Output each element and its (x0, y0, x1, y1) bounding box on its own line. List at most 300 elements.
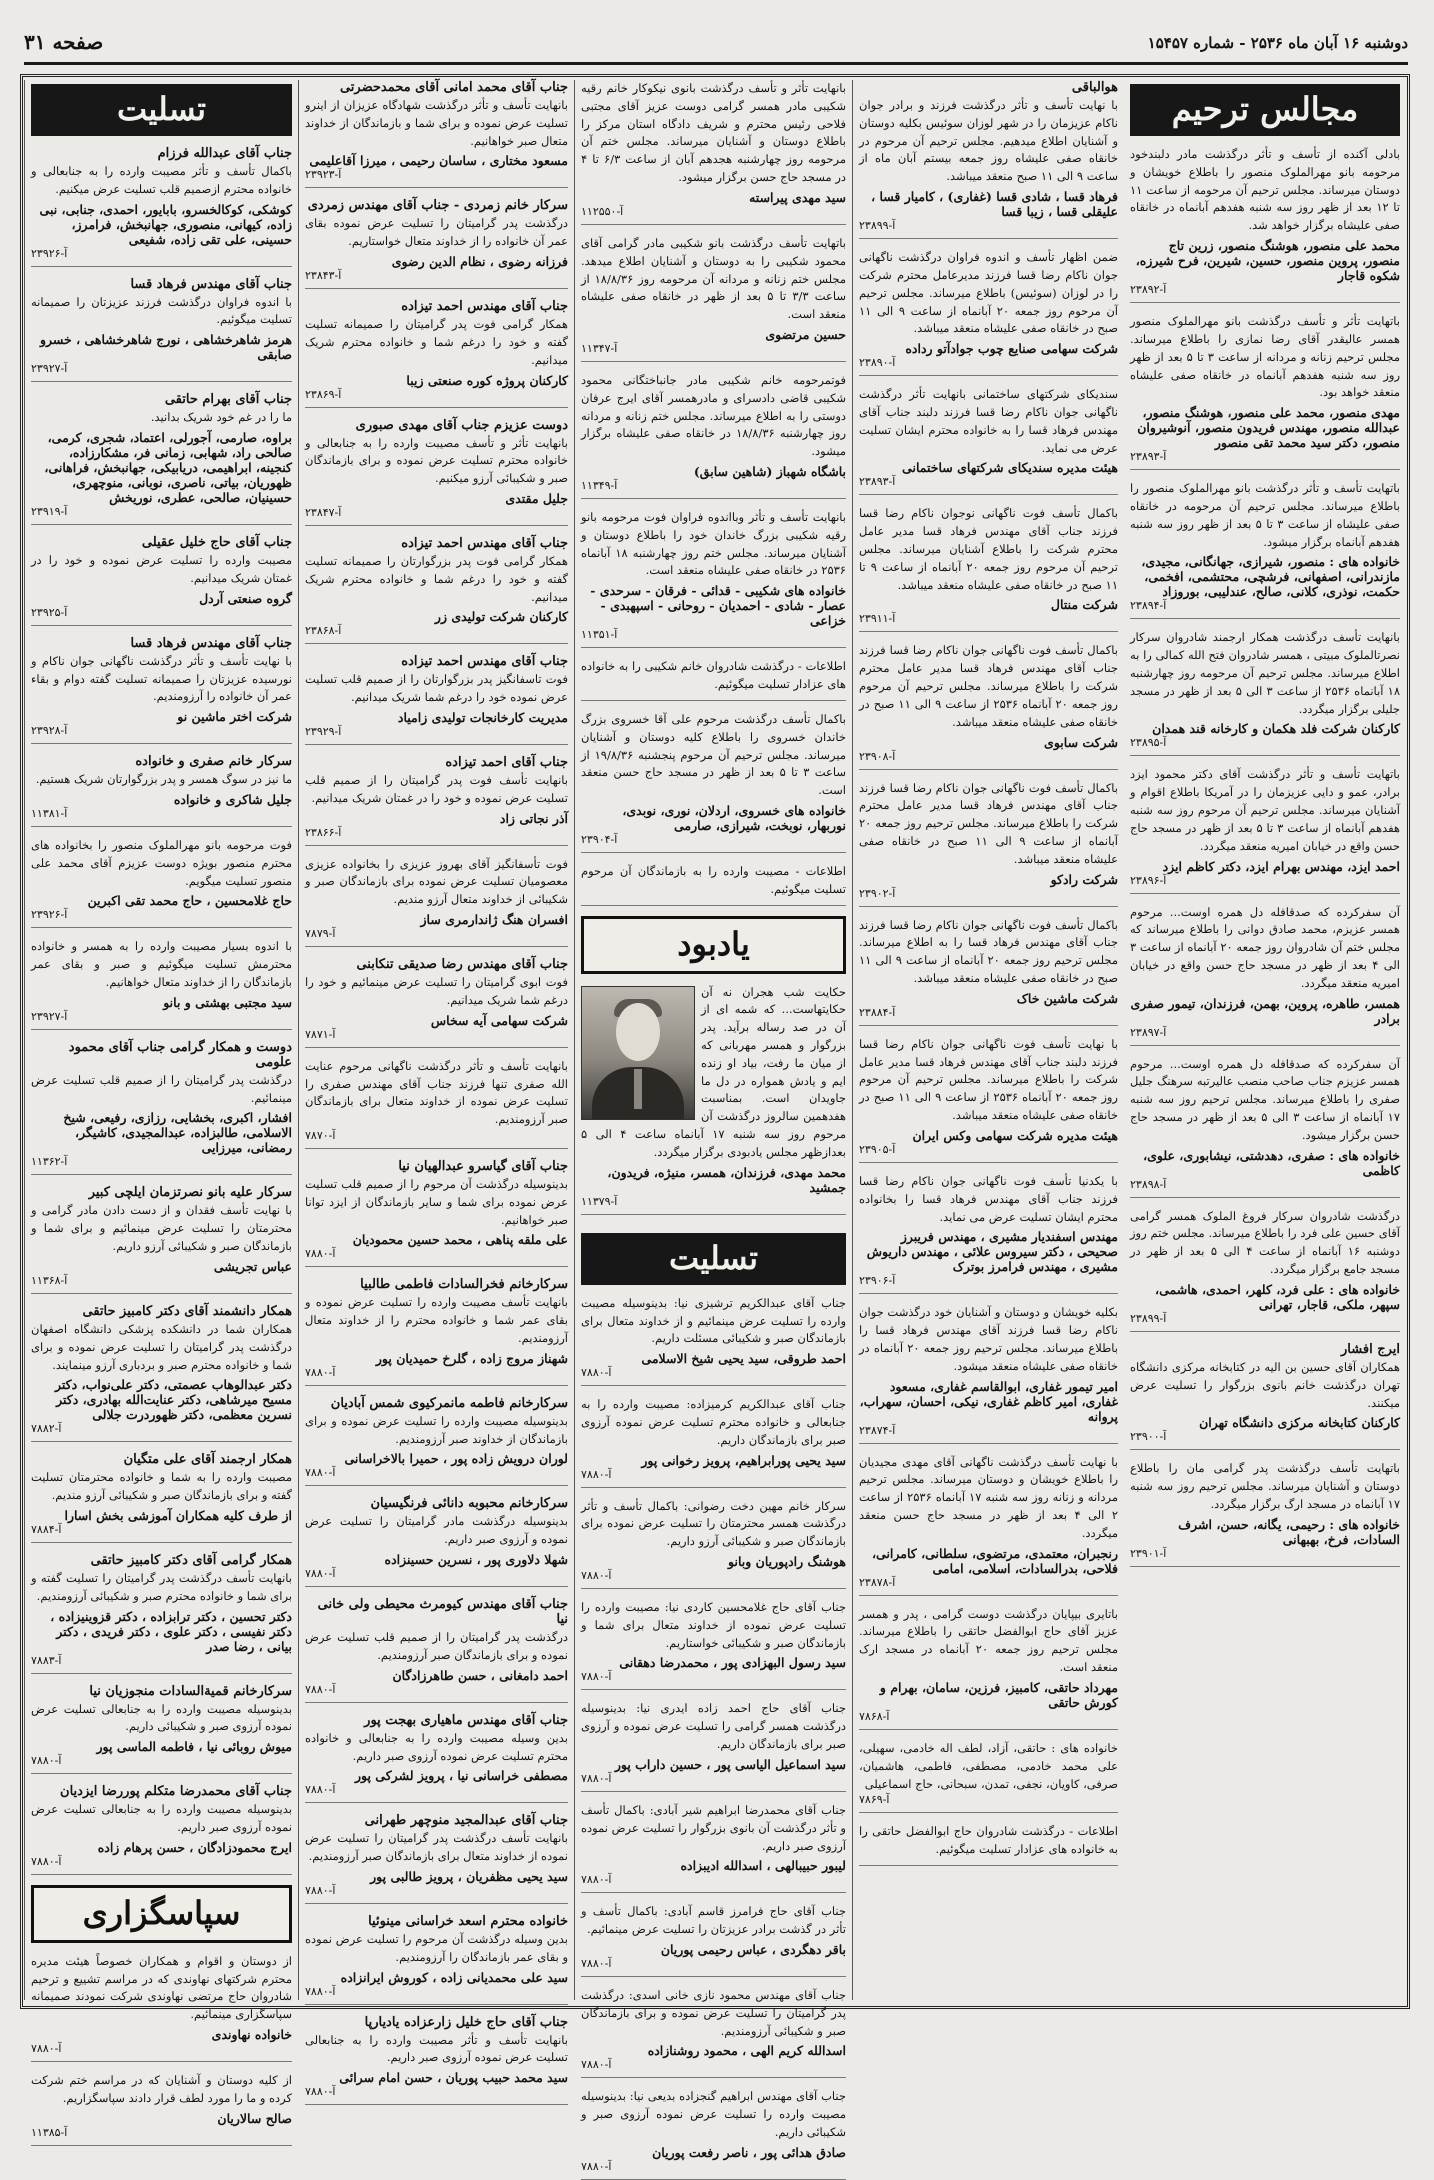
notice-title: دوست عزیزم جناب آقای مهدی صبوری (355, 417, 568, 433)
notice (305, 1496, 568, 1587)
notice (31, 1304, 292, 1442)
notice-title: جناب آقای محمدرضا متکلم پوررضا ایزدیان (60, 1784, 292, 1800)
notice (305, 755, 568, 846)
notice-title: سرکارخانم قمیةالسادات منجوزیان نیا (89, 1683, 292, 1699)
notice-signature: شرکت سهامی آیه سخاس (430, 1012, 568, 1028)
notice-body: همکار گرامی فوت پدر بزرگوارتان را صمیمانه تسلیت گفته و خود را درغم شما و خانواده محترم شریک میدانیم. (305, 553, 568, 604)
notice (31, 754, 292, 827)
notice-body: بدین وسیله مصیبت وارده را به جنابعالی و خانواده محترم تسلیت عرض نموده آرزوی صبر داریم. (305, 1730, 568, 1763)
notice-body: همکار گرامی فوت پدر گرامیتان را صمیمانه تسلیت گفته و خود را درغم شما و خانواده محترم شریک میدانیم. (305, 317, 568, 367)
notice-body: فوت مرحومه بانو مهرالملوک منصور را بخانواده های محترم منصور بویژه دوست عزیزم آقای محمد علی منصور تسلیت میگویم. (31, 837, 292, 888)
notice-code: آ-۲۳۹۰۰ (1130, 1430, 1167, 1444)
notice (1130, 766, 1400, 893)
notice-body: بانهایت تأسف و تأثر درگذشت ناگهانی مرحوم عنایت الله صفری تنها فرزند جناب آقای مهندس صفری را تسلیت عرض نموده از خداوند متعال برای بازماندگان صبر آرزومندیم. (305, 1058, 568, 1127)
notice-signature: صادق هدائی پور ، ناصر رفعت پوریان (652, 2144, 846, 2160)
notice-code: آ-۷۸۸۰ (581, 1467, 612, 1481)
notice (1130, 1056, 1400, 1198)
notice-signature: همسر، طاهره، پروین، بهمن، فرزندان، تیمور صفری برادر (1130, 995, 1400, 1026)
notice-signature: سید رسول البهزادی پور ، محمدرضا دهقانی (619, 1655, 846, 1671)
notice-code: آ-۷۸۸۰ (305, 1682, 336, 1696)
column-2 (852, 80, 1124, 2000)
notice-body: بانهایت تأسف درگذشت پدر گرامیتان را تسلیت عرض نموده از خداوند متعال برای بازماندگان صبر آرزومندیم. (305, 1831, 568, 1864)
notice-signature: کارکنان شرکت تولیدی زر (434, 609, 568, 625)
notice (581, 1396, 846, 1487)
notice-body: سندیکای شرکتهای ساختمانی بانهایت تأثر درگذشت ناگهانی جوان ناکام رضا قسا فرزند دلبند جناب آقای مهندس فرهاد قسا را به خانواده محترم ایشان تسلیت عرض می نماید. (859, 387, 1118, 455)
notice-code: آ-۷۸۸۰ (305, 2085, 336, 2099)
notice-signature: احمد طروقی، سید یحیی شیخ الاسلامی (641, 1351, 846, 1367)
notice-title: جناب آقای عبدالمجید منوچهر طهرانی (364, 1813, 568, 1829)
notice-code: آ-۷۸۸۰ (581, 1771, 612, 1785)
notice (31, 1953, 292, 2062)
notice-code: آ-۲۳۸۶۹ (305, 387, 342, 401)
portrait-tie (634, 1069, 642, 1109)
notice-signature: باقر دهگردی ، عباس رحیمی پوریان (660, 1941, 846, 1957)
notice-title: خانواده محترم اسعد خراسانی مینوئیا (368, 1913, 568, 1929)
notice (305, 1277, 568, 1385)
notice (581, 1599, 846, 1690)
notice-code: آ-۲۳۸۹۳ (859, 475, 896, 489)
notice-code: آ-۲۳۸۹۷ (1130, 1025, 1167, 1039)
notice-body: باکمال تأسف فوت ناگهانی نوجوان ناکام رضا قسا فرزند جناب آقای مهندس فرهاد قسا مدیر عامل محترم شرکت را باطلاع آشنایان میرساند. مجلس ترحیم آن مرحوم روز جمعه ۲۰ آبانماه از ساعت ۹ تا ۱۱ صبح در خانقاه صفی علیشاه منعقد میباشد. (859, 506, 1118, 592)
notice (859, 1036, 1118, 1163)
notice (581, 1700, 846, 1791)
notice-title: جناب آقای مهندس فرهاد قسا (130, 276, 292, 292)
notice-body: با یکدنیا تأسف فوت ناگهانی جوان ناکام رضا قسا فرزند جناب آقای مهندس فرهاد قسا را بخانواده محترم ایشان تسلیت عرض می نماید. (859, 1173, 1118, 1224)
notice-title: دوست و همکار گرامی جناب آقای محمود علومی (68, 1039, 292, 1070)
notice-signature: براوه، صارمی، آجورلی، اعتماد، شجری، کرمی، صالحی راد، شهابی، زمانی فر، مشکارزاده، کنجینه، ابراهیمی، دریابیکی، جهانبخش، فراهانی، ظهوریان، بیاتی، ناصری، نوبانی، منوچهری، حسینیان، صالحی، عطری، نوریخش (44, 430, 292, 506)
notice-signature: احمد دامغانی ، حسن طاهرزادگان (392, 1667, 568, 1683)
notice-body: بانهایت تأسف و تأثر درگذشت شهادگاه عزیزان از اینرو تسلیت عرض نموده و برای شما و بازماندگان از خداوند متعال صبر خواهانیم. (305, 98, 568, 148)
notice-body: باتهایت تأثر و تأسف درگذشت بانو مهرالملوک منصور همسر عالیقدر آقای رضا نمازی را باطلاع میرساند. مجلس ترحیم زنانه و مردانه از ساعت ۳ تا ۵ بعد از ظهر روز سه شنبه هفدهم آبانماه در خانقاه صفی علیشاه منعقد خواهد بود. (1130, 314, 1401, 400)
notice-body: بدینوسیله مصیبت وارده را به جنابعالی تسلیت عرض نموده آرزوی صبر داریم. (31, 1802, 292, 1834)
notice-title: جناب آقای محمد امانی آقای محمدحضرتی (339, 80, 568, 95)
notice-code: آ-۷۸۷۹ (305, 927, 336, 941)
notice-signature: شرکت سابوی (1044, 734, 1118, 750)
notice-title: جناب آقای مهندس کیومرث محیطی ولی خانی نیا (317, 1597, 568, 1628)
notice-code: آ-۲۳۹۱۱ (859, 612, 896, 626)
notice-signature: سید یحیی پورابراهیم، پرویز رخوانی پور (641, 1452, 846, 1468)
notice-body: اطلاعات - مصیبت وارده را به بازماندگان آن مرحوم تسلیت میگوئیم. (581, 863, 846, 896)
notice-title: جناب آقای مهندس احمد تیزاده (401, 535, 568, 551)
notice-code: آ-۲۳۸۹۵ (1130, 736, 1167, 750)
notice-body: جناب آقای مهندس ابراهیم گنجزاده بدیعی نیا: بدینوسیله مصیبت وارده را تسلیت عرض نموده آرزوی صبر و شکیبائی داریم. (581, 2089, 846, 2139)
notice-code: آ-۲۳۹۱۹ (31, 505, 68, 519)
notice-body: آن سفرکرده که صدقافله دل همره اوست... مرحوم همسر عزیزم جناب صاحب منصب عالیرتبه سرهنگ جلیل صفری را باطلاع میرساند. مجلس ترحیم روز سه شنبه ۱۷ آبانماه از ساعت ۳ الی ۵ بعد از ظهر در مسجد حاج حسن برگزار میشود. (1130, 1056, 1400, 1142)
notice-body: بدین وسیله درگذشت آن مرحوم را تسلیت عرض نموده و بقای عمر بازماندگان را آرزومندیم. (305, 1931, 568, 1964)
notice (581, 372, 846, 499)
notice (581, 509, 846, 648)
notice (859, 386, 1118, 495)
notice-code: آ-۲۳۹۲۶ (31, 246, 68, 260)
notice-signature: خانواده های : علی فرد، کلهر، احمدی، هاشمی، سپهر، ملکی، قاجار، تهرانی (1155, 1281, 1400, 1312)
notice-body: بدینوسیله مصیبت وارده را به جنابعالی تسلیت عرض نموده آرزوی صبر و شکیبائی داریم. (31, 1701, 292, 1734)
notice-code: آ-۱۱۳۶۲ (31, 1155, 68, 1169)
banner-taslit-2: تسلیت (581, 1233, 846, 1285)
notice-body: بکلیه خویشان و دوستان و آشنایان خود درگذشت جوان ناکام رضا قسا فرزند آقای مهندس فرهاد قسا را باطلاع میرساند. مجلس ترحیم روز جمعه ۲۰ آبانماه در خانقاه صفی علیشاه منعقد میشود. (859, 1305, 1119, 1373)
notice-body: خانواده های : حاتقی، آزاد، لطف اله خادمی، سهیلی، علی محمد خادمی، مصطفی، فاطمی، هاشمیان، صرفی، کاویان، نجفی، تمدن، سبحانی، حاج اسماعیلی (859, 1740, 1118, 1791)
notice-body: جناب آقای حاج احمد زاده ایدری نیا: بدینوسیله درگذشت همسر گرامی را تسلیت عرض نموده و آرزوی صبر برای بازماندگان داریم. (581, 1701, 846, 1752)
notice (1130, 904, 1400, 1046)
notice-code: آ-۲۳۹۰۱ (1130, 1546, 1167, 1560)
notice (31, 2072, 292, 2146)
notice-body: سرکار خانم مهین دخت رضوانی: باکمال تأسف و تأثر درگذشت همسر محترمتان را تسلیت عرض نموده برای بازماندگان صبر و شکیبائی آرزو داریم. (581, 1498, 846, 1549)
notice-body: اطلاعات - درگذشت شادروان حاج ابوالفضل حاتقی را به خانواده های عزادار تسلیت میگوئیم. (859, 1824, 1118, 1857)
portrait-photo (581, 986, 695, 1120)
notice (859, 1823, 1118, 1866)
notice-title: سرکار علیه بانو نصرتزمان ایلچی کبیر (88, 1185, 292, 1201)
notice-body: بانهایت تأسف درگذشت پدر گرامیتان را تسلیت گفته و برای شما و خانواده محترم صبر و شکیبائی آرزومندیم. (31, 1570, 292, 1603)
notice-code: آ-۲۳۹۲۷ (31, 1009, 68, 1023)
notice-body: بادلی آکنده از تأسف و تأثر درگذشت مادر دلبندخود مرحومه بانو مهرالملوک منصور را باطلاع خویشان و دوستان میرساند. مجلس ترحیم آن مرحومه از ساعت ۱۱ تا ۱۲ بعد از ظهر روز سه شنبه هفدهم آبانماه در خانقاه صفی علیشاه برگزار خواهد شد. (1130, 147, 1400, 233)
notice-code: آ-۲۳۹۰۶ (859, 1274, 896, 1288)
notice-title: سرکار خانم صفری و خانواده (135, 754, 292, 770)
notice-signature: افشار، اکبری، بخشایی، رزازی، رفیعی، شیخ الاسلامی، طالبزاده، عبدالمجیدی، کاشیگر، رمضانی، میرزایی (63, 1110, 292, 1156)
notice-code: آ-۷۸۸۰ (305, 1984, 336, 1998)
notice-code: آ-۷۸۸۰ (305, 1883, 336, 1897)
notice (581, 658, 846, 701)
notice (859, 1304, 1118, 1443)
notice-body: باکمال تأسف فوت ناگهانی جوان ناکام رضا قسا فرزند جناب آقای مهندس فرهاد قسا را به اطلاع میرساند. مجلس ترحیم روز جمعه ۲۰ آبانماه از ساعت ۹ الی ۱۱ صبح در خانقاه صفی علیشاه منعقد میباشد. (859, 917, 1118, 985)
notice-signature: آذر نجاتی زاد (499, 810, 568, 826)
notice-code: آ-۱۱۳۴۹ (581, 479, 618, 492)
notice-code: آ-۱۱۲۵۵۰ (581, 204, 624, 218)
notice-code: آ-۷۸۸۰ (581, 2058, 612, 2072)
notice-code: آ-۲۳۹۰۴ (581, 832, 618, 846)
notice (31, 837, 292, 928)
notice-title: سرکارخانم محبوبه دانائی فرنگیسیان (370, 1496, 568, 1512)
notice-body: اطلاعات - درگذشت شادروان خانم شکیبی را به خانواده های عزادار تسلیت میگوئیم. (581, 659, 846, 692)
notice-body: فوتمرحومه خانم شکیبی مادر جانباختگانی محمود شکیبی قاضی دادسرای و مادرهمسر آقای ایرج عرفان دوستی را به اطلاع میرساند. مجلس ختم زنانه و مردانه روز چهارشنبه ۱۸/۸/۳۶ در خانقاه صفی علیشاه برگزار میشود. (581, 372, 846, 459)
notice-signature: سید اسماعیل الیاسی پور ، حسین داراب پور (614, 1756, 846, 1772)
notice-code: آ-۲۳۸۹۲ (1130, 283, 1167, 297)
notice-signature: خانواده نهاوندی (211, 2027, 292, 2043)
notice-code: آ-۷۸۸۲ (31, 1422, 62, 1436)
notice-signature: خانواده های شکیبی - قدائی - فرقان - سرحدی - عصار - شادی - احمدیان - روحانی - اسپهبدی - خزاعی (590, 583, 846, 629)
notice (581, 1903, 846, 1977)
notice-title: جناب آقای مهندس رضا صدیقی تنکابنی (356, 957, 568, 973)
notice-code: آ-۷۸۸۳ (31, 1653, 62, 1667)
notice-signature: حسین مرتضوی (765, 326, 846, 342)
notice-body: باتهایت تأسف درگذشت پدر گرامی مان را باطلاع دوستان و آشنایان میرساند. مجلس ترحیم روز سه شنبه ۱۷ آبانماه در مسجد ارگ برگزار میگردد. (1130, 1461, 1400, 1511)
notice-code: آ-۷۸۸۰ (581, 2159, 612, 2173)
notice (31, 535, 292, 626)
notice (305, 1159, 568, 1267)
notice-body: از کلیه دوستان و آشنایان که در مراسم ختم شرکت کرده و ما را مورد لطف قرار دادند سپاسگزاریم. (31, 2073, 292, 2105)
notice-body: بانهایت تأسف و تأثر مصیبت وارده را به جنابعالی تسلیت عرض نموده آرزوی صبر داریم. (305, 2032, 568, 2065)
notice-signature: جلیل شاکری و خانواده (173, 791, 292, 807)
notice-body: باکمال تأسف درگذشت مرحوم علی آقا خسروی بزرگ خاندان خسروی را باطلاع کلیه دوستان و آشنایان میرساند. مجلس ترحیم آن مرحوم پنجشنبه ۱۹/۸/۳۶ از ساعت ۳ تا ۵ بعد از ظهر در مسجد حاج حسن منعقد است. (581, 711, 847, 798)
notice-code: آ-۷۸۸۰ (581, 1873, 612, 1887)
notice-body: با نهایت تأسف و تأثر درگذشت ناگهانی جوان ناکام و نورسیده عزیزتان را صمیمانه تسلیت گفته دوام و بقاء عمر آن خانواده را آرزومندیم. (31, 653, 292, 704)
notice (581, 1498, 846, 1589)
notice-signature: سید مهدی پیراسته (749, 189, 846, 205)
notice-body: بدینوسیله درگذشت مادر گرامیتان را تسلیت عرض نموده و آرزوی صبر داریم. (305, 1514, 568, 1547)
notice-code: آ-۷۸۸۰ (581, 1569, 612, 1582)
notice-signature: لوران درویش زاده پور ، حمیرا بالاخراسانی (344, 1451, 568, 1467)
notice (859, 1740, 1118, 1813)
page-number: صفحه ۳۱ (24, 30, 104, 54)
notice-body: همکاران شما در دانشکده پزشکی دانشگاه اصفهان درگذشت پدر گرامیتان را تسلیت عرض نموده و برای شما و خانواده محترم صبر و بردباری آرزو مینمایند. (31, 1321, 292, 1372)
notice-body: ضمن اظهار تأسف و اندوه فراوان درگذشت ناگهانی جوان ناکام رضا قسا فرزند مدیرعامل محترم شرکت را در لوزان (سوئیس) باطلاع میرساند. مجلس ترحیم آن مرحوم روز جمعه ۲۰ آبانماه از ساعت ۹ الی ۱۱ صبح در خانقاه صفی علیشاه منعقد میباشد. (859, 250, 1118, 336)
column-4 (298, 80, 574, 2099)
notice-signature: خانواده های : صفری، دهدشتی، نیشابوری، علوی، کاظمی (1143, 1147, 1400, 1178)
notice-code: آ-۲۳۸۹۹ (1130, 1311, 1167, 1325)
notice-title: جناب آقای مهندس فرهاد قسا (130, 635, 292, 651)
notice-code: آ-۷۸۷۱ (305, 1027, 336, 1041)
notice-signature: مصطفی خراسانی نیا ، پرویز لشرکی پور (354, 1768, 568, 1784)
notice-code: آ-۷۸۸۰ (305, 1783, 336, 1797)
notice-body: ما را در غم خود شریک بدانید. (150, 410, 292, 425)
notice-signature: حاج غلامحسین ، حاج محمد تقی اکبرین (87, 893, 292, 909)
notice-signature: اسدالله کریم الهی ، محمود روشنازاده (647, 2043, 846, 2059)
notice-code: آ-۲۳۹۲۹ (305, 725, 342, 738)
notice-signature: افسران هنگ ژاندارمری ساز (420, 912, 568, 928)
notice-title: سرکارخانم فاطمه مانمرکیوی شمس آبادیان (330, 1395, 568, 1411)
notice-signature: هیئت مدیره شرکت سهامی وکس ایران (912, 1127, 1118, 1143)
notice (1130, 480, 1400, 619)
notice-body: بانهایت تأسف و تأثر وبااندوه فراوان فوت مرحومه بانو رقیه شکیبی بزرگ خاندان خود را باطلاع دوستان و آشنایان میرساند. مجلس ختم روز چهارشنبه ۱۸ آبانماه ۲۵۳۶ در خانقاه صفی علیشاه منعقد است. (581, 510, 846, 578)
notice-title: سرکارخانم فخرالسادات فاطمی طالبیا (360, 1277, 568, 1293)
notice (31, 938, 292, 1029)
notice (859, 780, 1118, 907)
notice-signature: گروه صنعتی آردل (199, 590, 292, 606)
notice-code: آ-۱۱۳۵۱ (581, 628, 618, 642)
notice-signature: از طرف کلیه همکاران آموزشی بخش اسارا (64, 1507, 292, 1523)
notice-signature: کارکنان شرکت فلد هکمان و کارخانه قند همدان (1152, 721, 1400, 737)
notice-code: آ-۷۸۸۰ (305, 1567, 336, 1581)
notice-signature: باشگاه شهباز (شاهین سابق) (693, 464, 846, 479)
notice-code: آ-۷۸۸۰ (305, 1365, 336, 1379)
notice-signature: عباس تجریشی (213, 1258, 292, 1274)
notice (859, 917, 1118, 1026)
notice-code: آ-۷۸۸۰ (31, 1754, 62, 1768)
notice-code: آ-۲۳۸۶۸ (305, 624, 342, 638)
notice-title: همکار ارجمند آقای علی متگیان (123, 1452, 292, 1468)
notice-signature: شرکت اختر ماشین نو (177, 709, 292, 725)
notice-body: بانهایت تأثر و تأسف درگذشت بانوی نیکوکار خانم رقیه شکیبی مادر همسر گرامی دوست عزیز آقای مجتبی فلاحی رئیس محترم و شریف دادگاه استان مرکز را باطلاع دوستان و آشنایان میرساند. مجلس ختم آن مرحومه روز چهارشنبه هجدهم آبان از ساعت ۶/۳ تا ۴ در مسجد حاج حسن برگزار میشود. (581, 81, 847, 185)
notice-signature: مدیریت کارخانجات تولیدی زامیاد (397, 710, 568, 725)
notice (859, 1173, 1118, 1294)
notice (305, 1396, 568, 1487)
notice (31, 1684, 292, 1775)
notice-code: آ-۲۳۹۲۵ (31, 605, 68, 619)
notice-signature: هیئت مدیره سندیکای شرکتهای ساختمانی (902, 460, 1118, 476)
notice (1130, 313, 1400, 470)
notice (305, 1813, 568, 1904)
notice-code: آ-۲۳۸۹۴ (1130, 599, 1167, 613)
column-5 (24, 80, 298, 2139)
notice-code: آ-۷۸۸۰ (581, 1670, 612, 1684)
notice (31, 1185, 292, 1293)
notice (859, 80, 1118, 239)
notice-body: جناب آقای عبدالکریم ترشیزی نیا: بدینوسیله مصیبت وارده را تسلیت عرض مینمائیم و از خداوند متعال برای بازماندگان صبر و شکیبائی مسئلت داریم. (581, 1295, 846, 1346)
notice-signature: محمد مهدی، فرزندان، همسر، منیژه، فریدون، جمشید (607, 1164, 846, 1195)
notice (305, 2015, 568, 2106)
notice-signature: احمد ایزد، مهندس بهرام ایزد، دکتر کاظم ایزد (1162, 858, 1400, 874)
notice-code: آ-۱۱۳۸۱ (31, 806, 68, 820)
notice-signature: خانواده های خسروی، اردلان، نوری، نوبدی، نوربهار، نوبخت، شیرازی، صارمی (622, 802, 846, 833)
notice (859, 1454, 1118, 1596)
notice-body: با نهایت تأسف فقدان و از دست دادن مادر گرامی و محترمتان را تسلیت عرض مینمائیم و برای شما و بازماندگان صبر و شکیبائی آرزو داریم. (31, 1203, 292, 1254)
notice-signature: شهناز مروج زاده ، گلرخ حمیدیان پور (375, 1350, 568, 1366)
notice-body: ما نیز در سوگ همسر و پدر بزرگوارتان شریک هستیم. (35, 772, 292, 787)
notice-code: آ-۷۸۸۰ (305, 1466, 336, 1480)
notice-code: آ-۷۸۸۰ (581, 1956, 612, 1970)
notice-body: درگذشت شادروان سرکار فروغ الملوک همسر گرامی آقای حسین علی فرد را باطلاع میرساند. مجلس ختم روز دوشنبه ۱۶ آبانماه از ساعت ۴ الی ۵ بعد از ظهر در مسجد جامع برگزار میگردد. (1130, 1208, 1400, 1277)
notice (1130, 1342, 1400, 1450)
notice (305, 418, 568, 526)
notice-signature: فرزانه رضوی ، نظام الدین رضوی (391, 254, 568, 270)
notice-signature: سید یحیی مظفریان ، پرویز طالبی پور (370, 1868, 568, 1884)
notice-code: آ-۱۱۳۷۹ (581, 1194, 618, 1208)
notice-signature: کارکنان پروژه کوره صنعتی زیبا (406, 372, 568, 388)
notice-body: با اندوه بسیار مصیبت وارده را به همسر و خانواده محترمش تسلیت میگوئیم و صبر و بقای عمر بازماندگان را از خداوند متعال خواهانیم. (31, 939, 292, 989)
notice-body: بانهایت تأسف مصیبت وارده را تسلیت عرض نموده و بقای عمر شما و خانواده محترم را از خداوند متعال آرزومندیم. (305, 1295, 568, 1345)
notice-code: آ-۲۳۹۲۷ (31, 362, 68, 376)
notice-signature: فرهاد قسا ، شادی قسا (غفاری) ، کامیار قسا ، علیقلی قسا ، زیبا قسا (871, 189, 1118, 220)
notice-signature: ایرج محمودزادگان ، حسن پرهام زاده (97, 1839, 292, 1855)
notice (581, 1802, 846, 1893)
notice (305, 1058, 568, 1149)
notice-signature: کارکنان کتابخانه مرکزی دانشگاه تهران (1199, 1415, 1400, 1431)
page-header (24, 28, 1408, 65)
notice-title: جناب آقای مهندس ماهیاری بهجت پور (364, 1712, 568, 1728)
notice-signature: محمد علی منصور، هوشنگ منصور، زرین تاج منصور، پروین منصور، حسین، شیرین، فرح شیرزه، شکوه قاجار (1135, 238, 1400, 284)
notice (31, 392, 292, 525)
notice (859, 642, 1118, 769)
notice-code: آ-۷۸۸۰ (305, 1247, 336, 1261)
notice-code: آ-۷۸۸۰ (31, 2042, 62, 2056)
notice-body: جناب آقای حاج غلامحسین کاردی نیا: مصیبت وارده را تسلیت عرض نموده از خداوند متعال برای شما و بازماندگان صبر و شکیبائی خواستاریم. (581, 1600, 846, 1650)
notice-code: آ-۲۳۸۹۹ (859, 219, 896, 233)
banner-sepasgozari: سپاسگزاری (31, 1885, 292, 1943)
notice-code: آ-۷۸۶۹ (859, 1793, 890, 1807)
notice-signature: شرکت ماشین خاک (1016, 990, 1118, 1006)
notice-title: جناب آقای مهندس احمد تیزاده (401, 654, 568, 670)
notice (305, 1713, 568, 1804)
notice-body: درگذشت پدر گرامیتان را از صمیم قلب تسلیت عرض نموده و برای بازماندگان صبر آرزومندیم. (305, 1630, 568, 1662)
notice-signature: شرکت سهامی صنایع چوب جوادآتو رداده (905, 341, 1118, 357)
notice-code: آ-۲۳۹۰۵ (859, 1142, 896, 1156)
notice-code: آ-۲۳۸۸۴ (859, 1005, 896, 1019)
notice-signature: کوشکی، کوکالخسرو، بابایور، احمدی، جنابی، نبی زاده، کیهانی، منصوری، جهانبخش، فرامرز، حسینی، علی تقی زاده، شفیعی (39, 201, 292, 247)
notice-signature: سید محمد حبیب پوریان ، حسن امام سرائی (339, 2070, 568, 2086)
notice-signature: جلیل مقتدی (505, 490, 568, 506)
notice-signature: سید علی محمدیانی زاده ، کوروش ایرانزاده (340, 1969, 568, 1985)
notice (305, 198, 568, 289)
notice-body: جناب آقای عبدالکریم کرمیزاده: مصیبت وارده را به جنابعالی و خانواده محترم تسلیت عرض نموده آرزوی صبر برای بازماندگان داریم. (581, 1397, 846, 1447)
banner-majales: مجالس ترحیم (1130, 84, 1400, 136)
notice (1130, 1208, 1400, 1332)
notice-body: باکمال تأسف و تأثر مصیبت وارده را به جنابعالی و خانواده محترم ازصمیم قلب تسلیت عرض میکنیم. (31, 164, 292, 196)
notice-body: باکمال تأسف فوت ناگهانی جوان ناکام رضا قسا فرزند جناب آقای مهندس فرهاد قسا مدیر عامل محترم شرکت را باطلاع میرساند. مجلس ترحیم روز جمعه ۲۰ آبانماه از ساعت ۹ الی ۱۱ صبح در خانقاه صفی علیشاه منعقد میباشد. (859, 780, 1118, 866)
notice-body: با نهایت تأسف فوت ناگهانی جوان ناکام رضا قسا فرزند دلبند جناب آقای مهندس فرهاد قسا مدیر عامل شرکت را باطلاع میرساند. مجلس ترحیم آن مرحوم روز جمعه ۲۰ آبانماه ۲۵۳۶ از ساعت ۹ الی ۱۱ صبح در خانقاه صفی علیشاه منعقد میباشد. (859, 1036, 1118, 1123)
notice-code: آ-۲۳۸۴۳ (305, 269, 342, 283)
notice-title: جناب آقای مهندس احمد تیزاده (401, 299, 568, 315)
notice-signature: دکتر عبدالوهاب عصمتی، دکتر علی‌نواب، دکتر مسیح میرشاهی، دکتر عنایت‌الله بهادری، دکتر نسرین معظمی، دکتر ظهوردرت جلالی (55, 1377, 292, 1423)
notice (859, 505, 1118, 632)
notice-code: آ-۲۳۸۹۰ (859, 356, 896, 370)
notice-code: آ-۱۱۳۸۵ (31, 2125, 68, 2139)
notice-signature: صالح سالاریان (217, 2110, 292, 2126)
notice-code: آ-۷۸۸۰ (31, 1854, 62, 1868)
notice-body: بدینوسیله درگذشت آن مرحوم را از صمیم قلب تسلیت عرض نموده برای شما و سایر بازماندگان از ایزد توانا صبر خواهانیم. (305, 1176, 568, 1227)
notice (31, 636, 292, 744)
notice (31, 1452, 292, 1543)
column-1 (1124, 80, 1406, 2000)
notice-signature: شهلا دلاوری پور ، نسرین حسینزاده (384, 1552, 568, 1568)
notice (305, 1597, 568, 1703)
notice (305, 856, 568, 947)
notice (1130, 629, 1400, 756)
memorial-photo-box (581, 984, 846, 1225)
notice-code: آ-۷۸۸۴ (31, 1522, 62, 1536)
notice-code: آ-۲۳۸۷۸ (859, 1575, 896, 1589)
notice (581, 80, 846, 225)
notice-code: آ-۲۳۹۲۶ (31, 908, 68, 922)
notice-signature: مهدی منصور، محمد علی منصور، هوشنگ منصور، عبدالله منصور، مهندس فریدون منصور، آنوشیروان منصور، دکتر سید محمد تقی منصور (1137, 405, 1400, 451)
notice-body: بانهایت تأسف درگذشت همکار ارجمند شادروان سرکار نصرتالملوک مبیتی ، همسر شادروان فتح الله کمالی را به اطلاع میرساند. مجلس ترحیم آن مرحومه روز چهارشنبه ۱۸ آبانماه ۲۵۳۶ از ساعت ۳ الی ۵ بعد از ظهر در مسجد جلیلی برگزار میگردد. (1130, 630, 1400, 716)
notice (581, 863, 846, 906)
notice-body: فوت ابوی گرامیتان را تسلیت عرض مینمائیم و خود را درغم شما شریک میدانیم. (305, 975, 568, 1007)
notice (305, 536, 568, 644)
notice-body: جناب آقای حاج فرامرز قاسم آبادی: باکمال تأسف و تأثر در گذشت برادر عزیزتان را تسلیت عرض مینمائیم. (581, 1904, 846, 1937)
notice-body: همکاران آقای حسین بن الیه در کتابخانه مرکزی دانشگاه تهران درگذشت خانم بانوی بزرگوار را تسلیت عرض میکنند. (1130, 1359, 1400, 1410)
notice-signature: شرکت رادکو (1050, 871, 1118, 887)
notice (1130, 1460, 1400, 1566)
notice-signature: هرمز شاهرخشاهی ، نورج شاهرخشاهی ، خسرو صابقی (39, 332, 292, 363)
notice (305, 80, 568, 188)
notice-code: آ-۲۳۸۹۶ (1130, 873, 1167, 887)
notice (305, 957, 568, 1048)
notice (305, 654, 568, 745)
notice (859, 1606, 1118, 1730)
notice-title: جناب آقای احمد تیزاده (445, 755, 568, 770)
notice-body: باتهایت تأسف درگذشت بانو شکیبی مادر گرامی آقای محمود شکیبی را به دوستان و آشنایان اطلاع میدهد. مجلس ختم زنانه و مردانه آن مرحومه روز ۱۸/۸/۳۶ از ساعت ۳/۳ تا ۵ بعد از ظهر در خانقاه صفی علیشاه منعقد است. (581, 235, 847, 322)
date-line: دوشنبه ۱۶ آبان ماه ۲۵۳۶ - شماره ۱۵۴۵۷ (1147, 34, 1408, 52)
notice-body: با اندوه فراوان درگذشت فرزند عزیزتان را صمیمانه تسلیت میگوئیم. (31, 294, 292, 327)
notice-title: جناب آقای عبدالله فرزام (157, 146, 292, 161)
notice-signature: علی ملقه پناهی ، محمد حسین محمودیان (352, 1232, 568, 1248)
notice-title: جناب آقای بهرام حاتقی (164, 392, 292, 408)
notice-body: بانهایت تأسف فوت پدر گرامیتان را از صمیم قلب تسلیت عرض نموده و خود را در غمتان شریک میدانیم. (305, 773, 568, 805)
notice-body: آن سفرکرده که صدقافله دل همره اوست... مرحوم همسر عزیزم، محمد صادق دوانی را باطلاع میرساند که مجلس ختم آن شادروان روز جمعه ۲۰ آبانماه از ساعت ۳ الی ۴ بعد از ظهر در مسجد حاج حسن واقع در خیابان امیریه منعقد میگردد. (1130, 904, 1401, 990)
notice-signature: هوشنگ رادپوریان وبانو (728, 1554, 846, 1569)
notice-code: آ-۱۱۳۴۷ (581, 341, 618, 355)
notice (31, 1784, 292, 1875)
notice-body: باتایری بیپایان درگذشت دوست گرامی ، پدر و همسر عزیز آقای حاج ابوالفضل حاتقی را باطلاع میرساند. مجلس ترحیم روز جمعه ۲۰ آبانماه در مسجد ارک منعقد است. (859, 1606, 1118, 1675)
notice-body: مصیبت وارده را به شما و خانواده محترمتان تسلیت گفته و برای بازماندگان صبر و شکیبائی آرزو مندیم. (31, 1470, 292, 1503)
notice-title: همکار گرامی آقای دکتر کامبیز حاتقی (90, 1552, 292, 1568)
notice-code: آ-۲۳۸۶۶ (305, 825, 342, 839)
notice (581, 1295, 846, 1386)
notice-code: آ-۲۳۸۴۷ (305, 505, 342, 519)
notice-signature: رنجبران، معتمدی، مرتضوی، سلطانی، کامرانی، فلاحی، بدرالسادات، اسلامی، امامی (871, 1545, 1118, 1576)
notice-signature: لیبور حبیبالهی ، اسدالله ادیبزاده (680, 1858, 846, 1874)
notice-body: باتهایت تأسف و تأثر درگذشت بانو مهرالملوک منصور را باطلاع میرساند. مجلس ترحیم آن مرحومه در خانقاه صفی علیشاه از ساعت ۳ تا ۵ بعد از ظهر روز سه شنبه هفدهم آبانماه برگزار میشود. (1130, 481, 1401, 549)
notice-body: بانهایت تأثر و تأسف مصیبت وارده را به جنابعالی و خانواده محترم تسلیت عرض نموده و برای بازماندگان صبر و شکیبائی آرزو میکنیم. (305, 435, 568, 486)
notice-body: جناب آقای محمدرضا ابراهیم شیر آبادی: باکمال تأسف و تأثر درگذشت آن بانوی بزرگوار را تسلیت عرض نموده آرزوی صبر داریم. (581, 1802, 846, 1853)
notice (581, 1987, 846, 2078)
notice-body: جناب آقای مهندس محمود نازی خانی اسدی: درگذشت پدر گرامیتان را تسلیت عرض نموده و برای بازماندگان صبر و شکیبائی آرزومندیم. (581, 1987, 846, 2038)
notice-signature: امیر تیمور غفاری، ابوالقاسم غفاری، مسعود غفاری، امیر کاظم غفاری، نیکی، احسان، سهراب، پروانه (859, 1378, 1118, 1424)
notice-code: آ-۲۳۸۹۸ (1130, 1177, 1167, 1191)
notice-code: آ-۷۸۷۰ (305, 1128, 336, 1142)
notice (31, 146, 292, 267)
notice-code: آ-۷۸۸۰ (581, 1366, 612, 1380)
banner-yadbud: یادبود (581, 916, 846, 974)
notice-signature: مهندس اسفندیار مشیری ، مهندس فریبرز صحیحی ، دکتر سیروس علائی ، مهندس داریوش مشیری ، مهندس فرامرز بوترک (866, 1229, 1118, 1275)
